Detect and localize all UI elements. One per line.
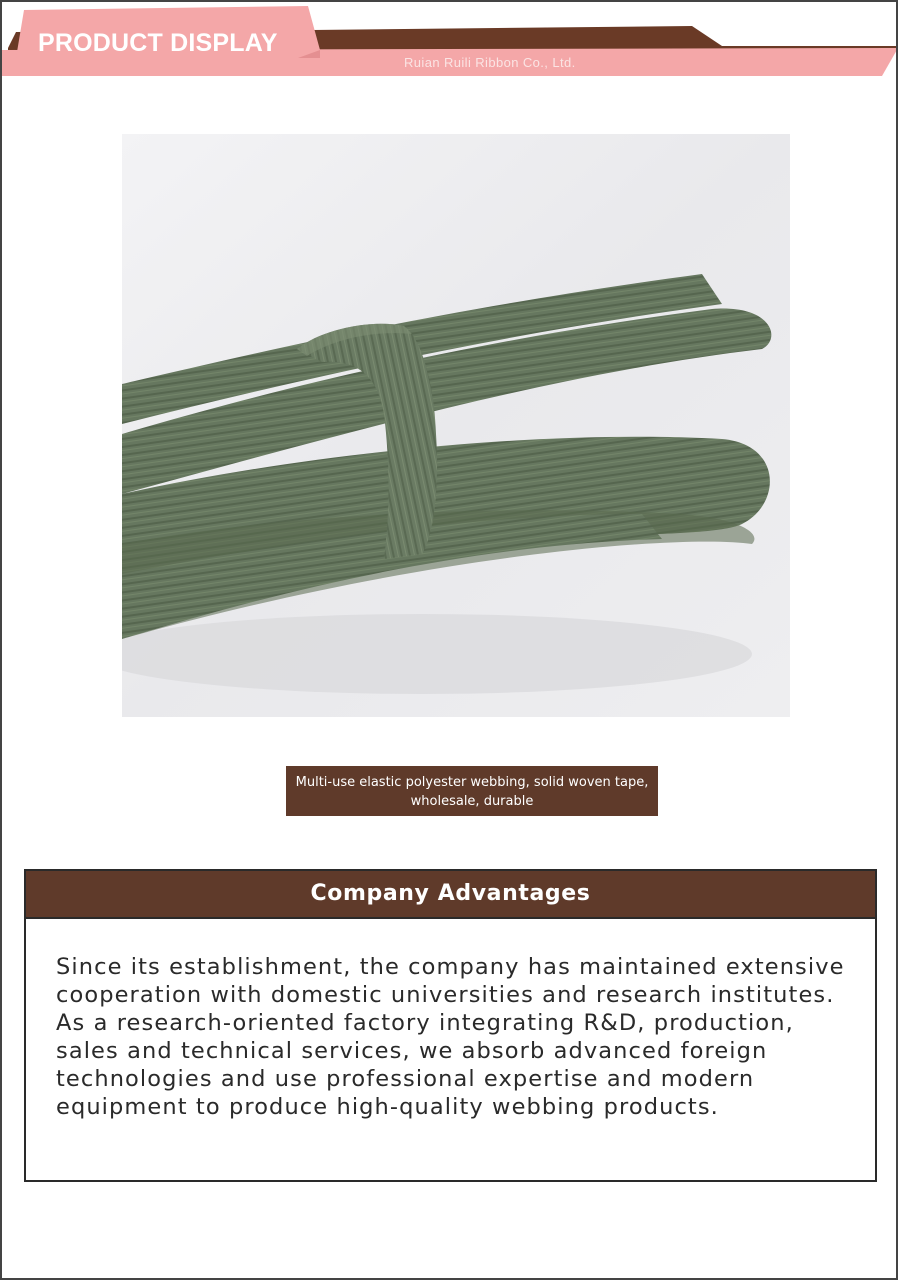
company-advantages-section <box>24 869 877 1182</box>
product-photo <box>122 134 790 717</box>
section-heading: Company Advantages <box>26 871 875 919</box>
elastic-webbing-illustration <box>122 134 790 717</box>
header-banner <box>2 2 898 82</box>
advantages-text: Since its establishment, the company has maintained extensive cooperation with domestic universities and research institutes. As a research-oriented factory integrating R&D, production, sales and technical services, we absorb advanced foreign technologies and use professional expertise and modern equipment to produce high-quality webbing products. <box>56 954 845 1120</box>
product-caption: Multi-use elastic polyester webbing, solid woven tape, wholesale, durable <box>286 766 658 816</box>
page-title: PRODUCT DISPLAY <box>38 29 278 57</box>
company-name: Ruian Ruili Ribbon Co., Ltd. <box>404 55 576 70</box>
